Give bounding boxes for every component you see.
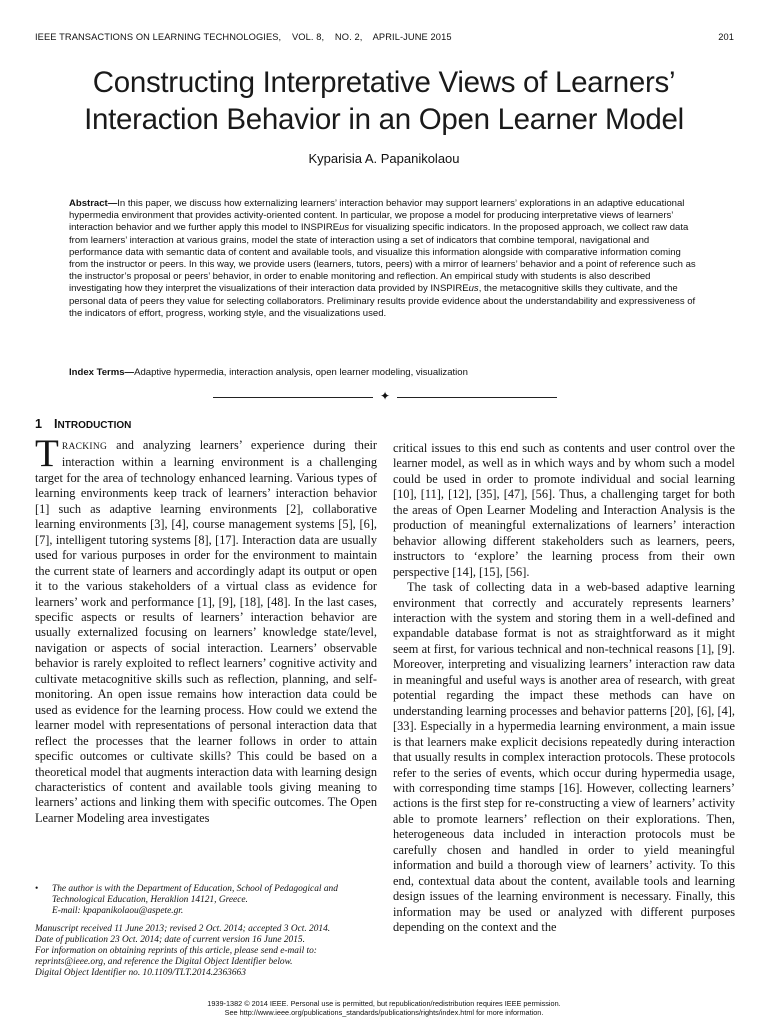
divider-line-left: [213, 397, 373, 398]
section-title-initial: I: [54, 417, 58, 431]
abstract: [69, 198, 701, 320]
reprints-info: For information on obtaining reprints of this article, please send e-mail to:: [35, 946, 317, 957]
copyright-line-1: 1939-1382 © 2014 IEEE. Personal use is permitted, but republication/redistribution requires IEEE permission.: [207, 999, 561, 1008]
intro-paragraph-1: [35, 432, 377, 826]
right-column: [393, 441, 735, 936]
section-divider: [213, 391, 557, 405]
abstract-text-3: , the metacognitive skills they cultivate, and the personal data of peers they value for selecting collaborators. Preliminary results provide evidence about the understandability and expressiveness of the indicators of effort, progress, working style, and the visualizations used.: [69, 283, 696, 319]
abstract-label: Abstract—: [69, 198, 118, 209]
intro-paragraph-1-continued: critical issues to this end such as contents and user control over the learner model, as well as in which ways and by whom such a model could be used in order to promote individual and social learning [10], [11], [12], [35], [47], [56]. Thus, a challenging target for both the areas of Open Learner Modeling and Interaction Analysis is the production of meaningful externalizations of learners’ interaction behavior allowing different stakeholders such as learners, peers, instructors to ‘explore’ the learning process from their own perspective [14], [15], [56].: [393, 441, 735, 579]
footnotes: [35, 884, 380, 980]
page-number: 201: [718, 32, 734, 42]
abstract-text-2: for visualizing specific indicators. In the proposed approach, we collect raw data from learners’ interaction at various grains, model the state of interaction using a set of indicators that combine temporal, navigational and performance data with semantic data of content and available tools, and visualize this information alongside with comparative information coming from the instructor or peers. In this way, we provide users (learners, tutors, peers) with a mirror of learners’ behavior and a point of reference such as the instructor’s proposal or peers’ behavior, in order to enable monitoring and reflection. An empirical study with students is also described investigating how they interpret the visualizations of their interaction data provided by INSPIRE: [69, 222, 696, 295]
footnote-bullet: •: [35, 884, 39, 894]
author-affiliation-footnote: [35, 884, 380, 918]
manuscript-footnote: [35, 924, 380, 980]
title-line-2: Interaction Behavior in an Open Learner Model: [84, 103, 684, 136]
section-heading: [35, 417, 131, 431]
title-line-1: Constructing Interpretative Views of Learners’: [92, 66, 676, 99]
index-terms-text: Adaptive hypermedia, interaction analysis, open learner modeling, visualization: [134, 367, 468, 378]
journal-citation: IEEE TRANSACTIONS ON LEARNING TECHNOLOGIES, VOL. 8, NO. 2, APRIL-JUNE 2015: [35, 32, 452, 42]
diamond-icon: ✦: [379, 389, 391, 403]
divider-line-right: [397, 397, 557, 398]
index-terms-label: Index Terms—: [69, 367, 135, 378]
affiliation-text: The author is with the Department of Education, School of Pedagogical and Technological Education, Heraklion 14121, Greece.: [52, 884, 338, 906]
index-terms: [69, 367, 701, 379]
doi: Digital Object Identifier no. 10.1109/TLT.2014.2363663: [35, 968, 246, 979]
section-title-rest: NTRODUCTION: [57, 420, 132, 431]
intro-paragraph-2: The task of collecting data in a web-based adaptive learning environment that correctly and accurately represents learners’ interaction with the system and storing them in a well-defined and expandable database format is not as straightforward as it might seem at first, for various technical and non-technical reasons [1], [9]. Moreover, interpreting and visualizing learners’ interaction raw data in meaningful and useful ways is another area of research, with great potential regarding the impact these methods can have on understanding learning processes and behavior patterns [20], [6], [4], [33]. Especially in a hypermedia learning environment, a main issue is that learners make explicit decisions repeatedly during interaction that usually results in complex interaction protocols. These protocols refer to the series of events, which occur during hypermedia usage, with corresponding time stamps [16]. However, collecting learners’ actions is the first step for re-constructing a view of learners’ activity able to promote learners’ reflection on their explorations. Then, heterogeneous data included in interaction protocols must be carefully chosen and handled in order to yield meaningful information and build a thorough view of learners’ activity. To this end, contextual data about the content, available tools and learning design issues of the learning environment is necessary. Finally, this information may be used or analyzed with different purposes depending on the context and the: [393, 580, 735, 935]
copyright-notice: [0, 999, 768, 1017]
reprints-email: reprints@ieee.org, and reference the Digital Object Identifier below.: [35, 957, 293, 968]
abstract-italic-1: us: [339, 222, 350, 234]
intro-paragraph-1-text: and analyzing learners’ experience during their interaction within a learning environment is a challenging target for the area of technology enhanced learning. Various types of learning environments keep track of learners’ interaction behavior [1] such as adaptive learning environments [2], collaborative learning environments [3], [4], course management systems [5], [6], [7], intelligent tutoring systems [8], [17]. Interaction data are usually used for various purposes in order for the environment to maintain the current state of learners and accordingly adapt its output or open it to the various stakeholders of a virtual class as evidence for learners’ work and performance [1], [9], [18], [48]. In the last cases, specific aspects or results of learners’ interaction behavior are usually externalized focusing on learners’ knowledge state/level, navigation or aspects of social interaction. Learners’ observable behavior is rarely exploited to reflect learners’ cognitive activity and cultivate metacognitive skills such as reflection, planning, and self-monitoring. An open issue remains how interaction data could be used as evidence for the learning process. How could we extend the learner model with representations of personal interaction data that reflect the processes that the learner follows in order to attain specific outcomes or cultivate skills? This could be based on a theoretical model that augments interaction data with learning design characteristics of content and available tools giving meaning to learners’ actions and linking them with specific outcomes. The Open Learner Modeling area investigates: [35, 438, 377, 825]
first-word-smallcaps: RACKING: [61, 442, 108, 452]
author-email: E-mail: kpapanikolaou@aspete.gr.: [52, 906, 184, 917]
abstract-italic-2: us: [468, 283, 479, 295]
paper-title: [20, 64, 748, 138]
author-name: Kyparisia A. Papanikolaou: [308, 151, 460, 166]
drop-cap: T: [35, 432, 59, 475]
copyright-line-2: See http://www.ieee.org/publications_standards/publications/rights/index.html for more information.: [224, 1008, 544, 1017]
section-number: 1: [35, 417, 43, 431]
left-column: [35, 432, 377, 826]
abstract-text-1: In this paper, we discuss how externalizing learners’ interaction behavior may support learners’ explorations in an adaptive educational hypermedia environment that provides activity-oriented content. In particular, we propose a model for producing interpretative views of learners’ interaction behavior and we further apply this model to INSPIRE: [69, 198, 685, 234]
manuscript-received: Manuscript received 11 June 2013; revised 2 Oct. 2014; accepted 3 Oct. 2014.: [35, 923, 331, 934]
publication-date: Date of publication 23 Oct. 2014; date of current version 16 June 2015.: [35, 934, 305, 945]
running-head: [35, 32, 734, 42]
